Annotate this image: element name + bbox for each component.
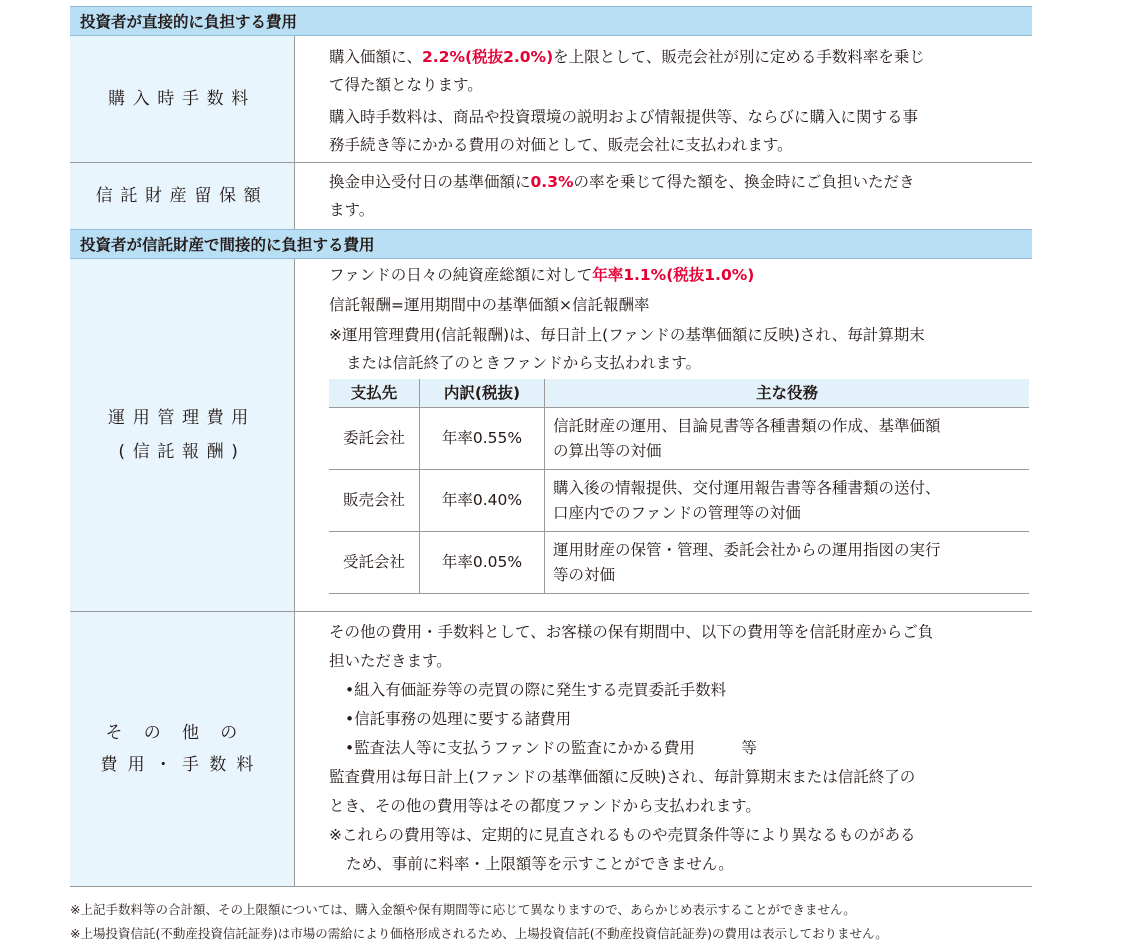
label-management-fee-line1: 運用管理費用	[108, 408, 256, 428]
mgmt-note-b: または信託終了のときファンドから支払われます。	[346, 354, 701, 372]
label-management-fee	[70, 259, 295, 611]
list-item: •組入有価証券等の売買の際に発生する売買委託手数料	[345, 681, 727, 699]
table-row	[329, 532, 1029, 594]
table-row	[329, 470, 1029, 532]
mgmt-note	[329, 321, 1032, 377]
fee-table-container	[70, 6, 1032, 887]
mgmt-formula: 信託報酬=運用期間中の基準価額×信託報酬率	[329, 296, 650, 314]
other-intro-a: その他の費用・手数料として、お客様の保有期間中、以下の費用等を信託財産からご負	[329, 623, 934, 641]
section-header-indirect-costs: 投資者が信託財産で間接的に負担する費用	[70, 229, 1032, 259]
other-audit-b: とき、その他の費用等はその都度ファンドから支払われます。	[329, 797, 761, 815]
rate-cell: 年率0.40%	[420, 470, 545, 532]
fee-breakdown-header-row	[329, 379, 1029, 408]
payee-cell: 販売会社	[329, 470, 420, 532]
role-text-a: 購入後の情報提供、交付運用報告書等各種書類の送付、	[553, 478, 941, 497]
row-trust-reserve	[70, 163, 1032, 229]
content-management-fee	[295, 259, 1032, 611]
header-main-role: 主な役務	[545, 379, 1030, 408]
role-text-b: の算出等の対価	[553, 441, 662, 460]
list-item: •信託事務の処理に要する諸費用	[345, 710, 572, 728]
payee-cell: 受託会社	[329, 532, 420, 594]
label-management-fee-line2: (信託報酬)	[118, 442, 246, 462]
role-text-a: 運用財産の保管・管理、委託会社からの運用指図の実行	[553, 540, 941, 559]
content-other-fees	[295, 612, 1032, 886]
other-audit-a: 監査費用は毎日計上(ファンドの基準価額に反映)され、毎計算期末または信託終了の	[329, 768, 916, 786]
other-intro-b: 担いただきます。	[329, 652, 452, 670]
mgmt-line-1a: ファンドの日々の純資産総額に対して	[329, 266, 593, 284]
mgmt-note-a: ※運用管理費用(信託報酬)は、毎日計上(ファンドの基準価額に反映)され、毎計算期末	[329, 326, 925, 344]
purchase-fee-text-1b: を上限として、販売会社が別に定める手数料率を乗じ	[553, 48, 925, 66]
reserve-text-1b: の率を乗じて得た額を、換金時にご負担いただき	[573, 173, 915, 191]
purchase-fee-text-2a: 購入時手数料は、商品や投資環境の説明および情報提供等、ならびに購入に関する事	[329, 108, 919, 126]
role-text-a: 信託財産の運用、目論見書等各種書類の作成、基準価額	[553, 416, 941, 435]
list-item: •監査法人等に支払うファンドの監査にかかる費用 等	[345, 739, 757, 757]
reserve-text-1a: 換金申込受付日の基準価額に	[329, 173, 531, 191]
purchase-fee-text-2b: 務手続き等にかかる費用の対価として、販売会社に支払われます。	[329, 136, 793, 154]
label-other-fees-line1: その他の	[105, 723, 259, 743]
role-text-b: 口座内でのファンドの管理等の対価	[553, 503, 801, 522]
purchase-fee-text-1c: て得た額となります。	[329, 76, 483, 94]
role-cell	[545, 532, 1030, 594]
footnote-1: ※上記手数料等の合計額、その上限額については、購入金額や保有期間等に応じて異なりますので、あらかじめ表示することができません。	[70, 902, 856, 917]
label-other-fees	[70, 612, 295, 886]
label-purchase-fee: 購入時手数料	[70, 36, 295, 162]
content-purchase-fee	[295, 36, 1032, 162]
reserve-text-1c: ます。	[329, 201, 375, 219]
label-trust-reserve: 信託財産留保額	[70, 163, 295, 229]
mgmt-line-1	[329, 261, 1032, 289]
role-text-b: 等の対価	[553, 565, 616, 584]
purchase-fee-text-1	[329, 43, 1032, 71]
label-other-fees-line2: 費用・手数料	[100, 755, 264, 775]
other-note-b: ため、事前に料率・上限額等を示すことができません。	[346, 855, 734, 873]
payee-cell: 委託会社	[329, 408, 420, 470]
header-payee: 支払先	[329, 379, 420, 408]
section-header-direct-costs: 投資者が直接的に負担する費用	[70, 6, 1032, 36]
footnote-2: ※上場投資信託(不動産投資信託証券)は市場の需給により価格形成されるため、上場投資信託(不動産投資信託証券)の費用は表示しておりません。	[70, 926, 888, 941]
purchase-fee-text-1a: 購入価額に、	[329, 48, 423, 66]
row-other-fees	[70, 612, 1032, 887]
footnotes	[70, 898, 888, 946]
table-row	[329, 408, 1029, 470]
role-cell	[545, 470, 1030, 532]
fee-breakdown-table	[329, 379, 1029, 594]
other-note-a: ※これらの費用等は、定期的に見直されるものや売買条件等により異なるものがある	[329, 826, 916, 844]
row-management-fee	[70, 259, 1032, 612]
reserve-text-1	[329, 168, 1032, 196]
reserve-rate: 0.3%	[530, 173, 574, 191]
role-cell	[545, 408, 1030, 470]
rate-cell: 年率0.55%	[420, 408, 545, 470]
row-purchase-fee	[70, 36, 1032, 163]
mgmt-rate: 年率1.1%(税抜1.0%)	[592, 266, 755, 284]
header-breakdown: 内訳(税抜)	[420, 379, 545, 408]
rate-cell: 年率0.05%	[420, 532, 545, 594]
content-trust-reserve	[295, 163, 1032, 229]
purchase-fee-rate: 2.2%(税抜2.0%)	[422, 48, 554, 66]
